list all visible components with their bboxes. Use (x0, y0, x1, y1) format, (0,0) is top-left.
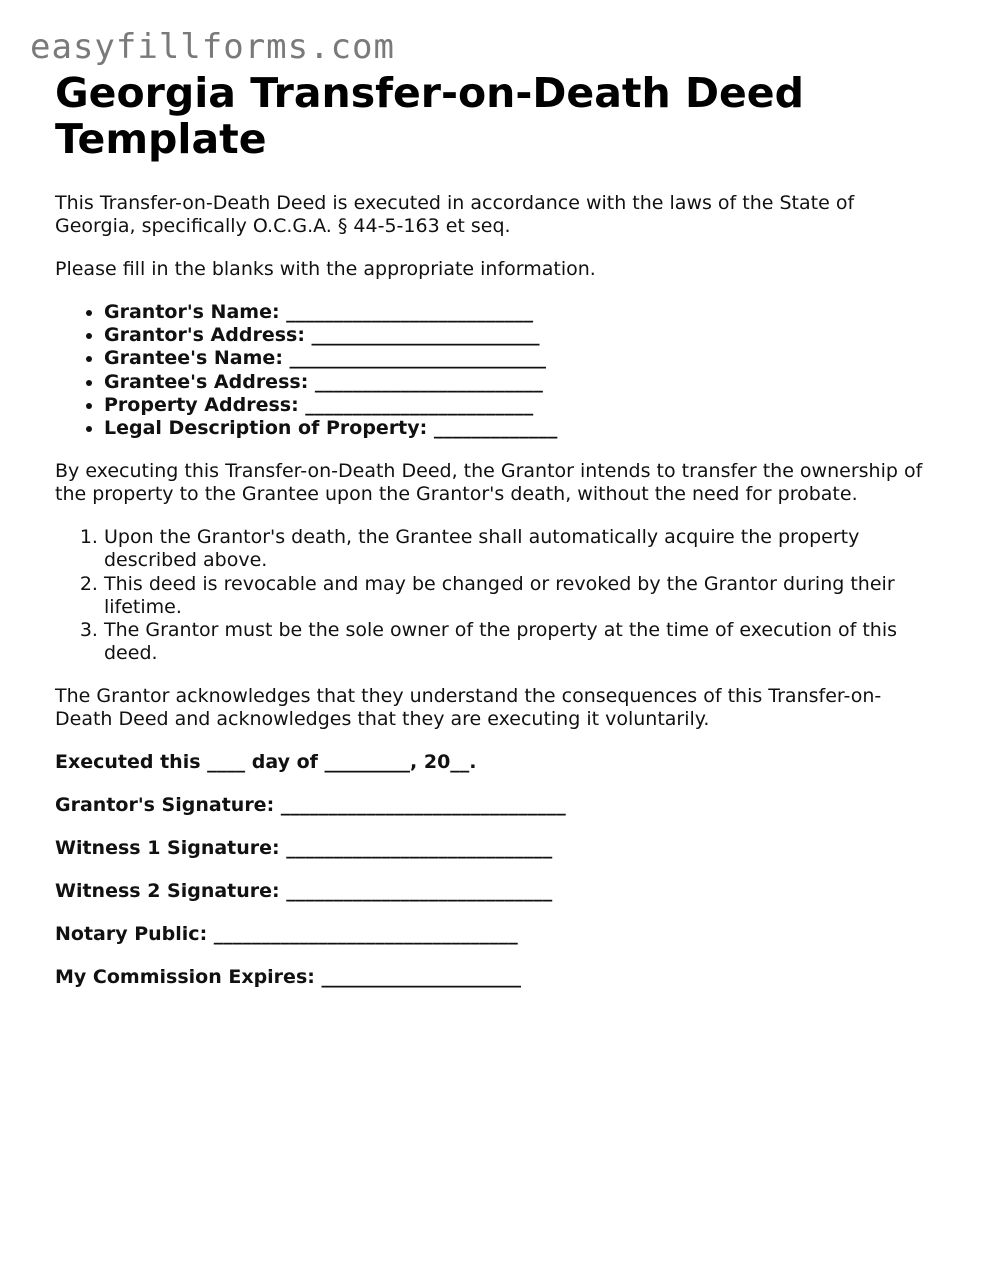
witness-2-signature-line: Witness 2 Signature: ____________________________ (55, 880, 553, 903)
statement-paragraph: By executing this Transfer-on-Death Deed, the Grantor intends to transfer the ownership of the property to the Grantee upon the Grantor's death, without the need for probate. (55, 460, 923, 506)
term-item: 3. The Grantor must be the sole owner of the property at the time of execution of this deed. (104, 619, 935, 665)
grantor-signature-line: Grantor's Signature: ______________________________ (55, 794, 566, 817)
field-grantee-name: • Grantee's Name: ___________________________ (104, 347, 935, 370)
field-grantee-address: • Grantee's Address: ________________________ (104, 371, 935, 394)
field-grantor-name: • Grantor's Name: __________________________ (104, 301, 935, 324)
commission-expires-line: My Commission Expires: _____________________ (55, 966, 521, 989)
notary-public-line: Notary Public: ________________________________ (55, 923, 518, 946)
instructions-paragraph: Please fill in the blanks with the appropriate information. (55, 258, 596, 280)
field-property-address: • Property Address: ________________________ (104, 394, 935, 417)
intro-paragraph: This Transfer-on-Death Deed is executed in accordance with the laws of the State of Georgia, specifically O.C.G.A. § 44-5-163 et seq. (55, 192, 855, 237)
terms-list (55, 526, 935, 665)
field-legal-description: • Legal Description of Property: _____________ (104, 417, 935, 440)
fill-in-fields-list (55, 301, 935, 440)
term-item: 1. Upon the Grantor's death, the Grantee shall automatically acquire the property described above. (104, 526, 935, 572)
acknowledgment-paragraph: The Grantor acknowledges that they understand the consequences of this Transfer-on-Death Deed and acknowledges that they are executing it voluntarily. (55, 685, 882, 731)
executed-date-line: Executed this ____ day of _________, 20__. (55, 751, 477, 774)
page-title: Georgia Transfer-on-Death Deed Template (55, 69, 804, 163)
watermark-text: easyfillforms.com (30, 27, 395, 67)
field-grantor-address: • Grantor's Address: ________________________ (104, 324, 935, 347)
term-item: 2. This deed is revocable and may be changed or revoked by the Grantor during their lifetime. (104, 573, 935, 619)
document-page (55, 70, 935, 989)
witness-1-signature-line: Witness 1 Signature: ____________________________ (55, 837, 553, 860)
